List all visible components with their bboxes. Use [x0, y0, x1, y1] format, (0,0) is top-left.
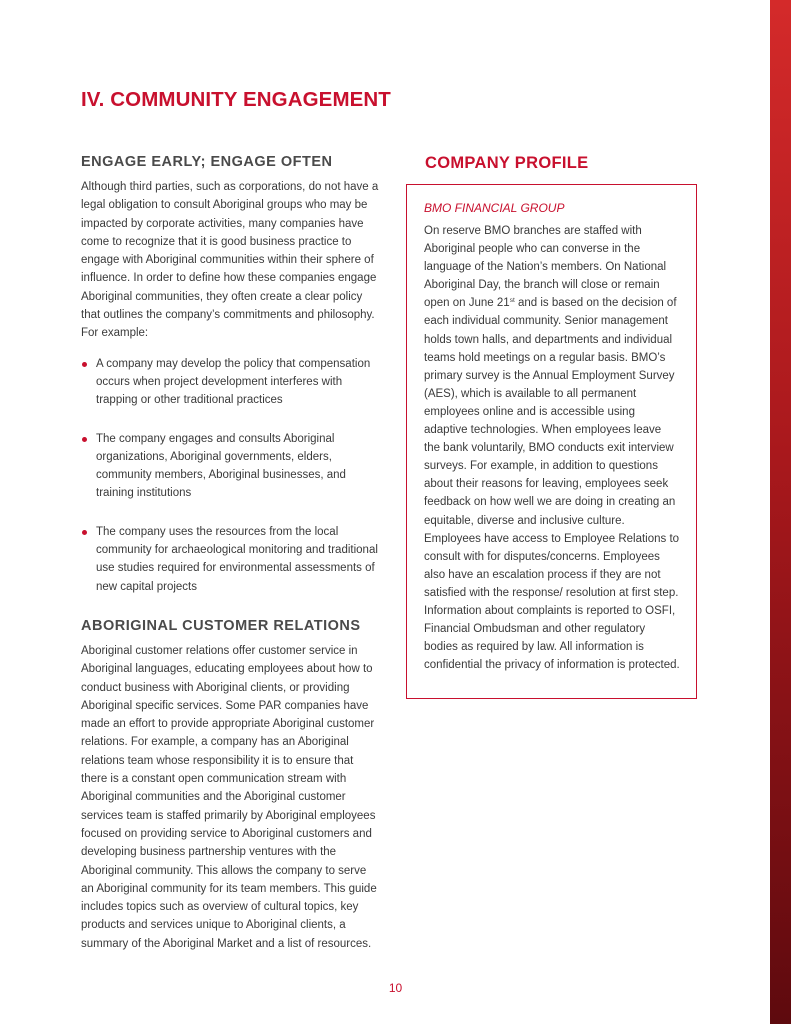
company-profile-heading: COMPANY PROFILE	[425, 154, 589, 172]
bullet-item	[81, 355, 381, 410]
customer-relations-body: Aboriginal customer relations offer customer service in Aboriginal languages, educating employees about how to conduct business with Aboriginal clients, or providing Aboriginal specific services. Some PAR companies have made an effort to provide appropriate Aboriginal customer relations. For example, a company has an Aboriginal relations team whose responsibility it is to ensure that there is a constant open communication stream with Aboriginal communities and the Aboriginal customer services team is staffed primarily by Aboriginal employees focused on providing service to Aboriginal customers and developing business partnership ventures with the Aboriginal community. This allows the company to serve an Aboriginal community for its team members. This guide includes topics such as overview of cultural topics, key products and services unique to Aboriginal clients, a summary of the Aboriginal Market and a list of resources.	[81, 644, 377, 950]
bullet-item	[81, 523, 381, 596]
left-column	[81, 152, 381, 953]
bullet-text: The company engages and consults Aboriginal organizations, Aboriginal governments, elders, community members, Aboriginal businesses, and training institutions	[96, 432, 346, 500]
ordinal-suffix: st	[509, 297, 515, 305]
profile-text-part-1: On reserve BMO branches are staffed with Aboriginal people who can converse in the language of the Nation’s members. On National Aboriginal Day, the branch will close or remain open on June 21	[424, 225, 667, 310]
bullet-text: The company uses the resources from the local community for archaeological monitoring and traditional use studies required for environmental assessments of new capital projects	[96, 525, 378, 593]
customer-relations-heading: ABORIGINAL CUSTOMER RELATIONS	[81, 617, 361, 634]
right-column	[406, 152, 699, 699]
engage-heading: ENGAGE EARLY; ENGAGE OFTEN	[81, 154, 333, 170]
bullet-dot-icon	[82, 530, 87, 535]
page-title: IV. COMMUNITY ENGAGEMENT	[81, 88, 391, 111]
company-profile-box	[406, 184, 697, 699]
page-number: 10	[388, 981, 403, 995]
company-name: BMO FINANCIAL GROUP	[424, 201, 565, 215]
profile-text-part-2: and is based on the decision of each individual community. Senior management holds town halls, and departments and individual teams hold meetings on a regular basis. BMO’s primary survey is the Annual Employment Survey (AES), which is available to all permanent employees online and is accessible using adaptive technologies. When employees leave the bank voluntarily, BMO conducts exit interview surveys. For example, in addition to questions about their reasons for leaving, employees seek feedback on how well we are doing in creating an equitable, diverse and inclusive culture. Employees have access to Employee Relations to consult with for disputes/concerns. Employees also have an escalation process if they are not satisfied with the response/ resolution at first step. Information about complaints is reported to OSFI, Financial Ombudsman and other regulatory bodies as required by law. All information is confidential the privacy of information is protected.	[424, 297, 680, 672]
bullet-text: A company may develop the policy that compensation occurs when project development interferes with trapping or other traditional practices	[96, 357, 371, 407]
engage-intro: Although third parties, such as corporations, do not have a legal obligation to consult Aboriginal groups who may be impacted by corporate activities, many companies have come to recognize that it is good business practice to engage with Aboriginal communities within their sphere of influence. In order to define how these companies engage Aboriginal communities, they often create a clear policy that outlines the company’s commitments and philosophy. For example:	[81, 181, 379, 340]
company-profile-text	[424, 222, 680, 674]
decorative-side-bar	[770, 0, 791, 1024]
bullet-item	[81, 430, 381, 503]
engage-bullet-list	[81, 355, 381, 596]
bullet-dot-icon	[82, 362, 87, 367]
bullet-dot-icon	[82, 437, 87, 442]
